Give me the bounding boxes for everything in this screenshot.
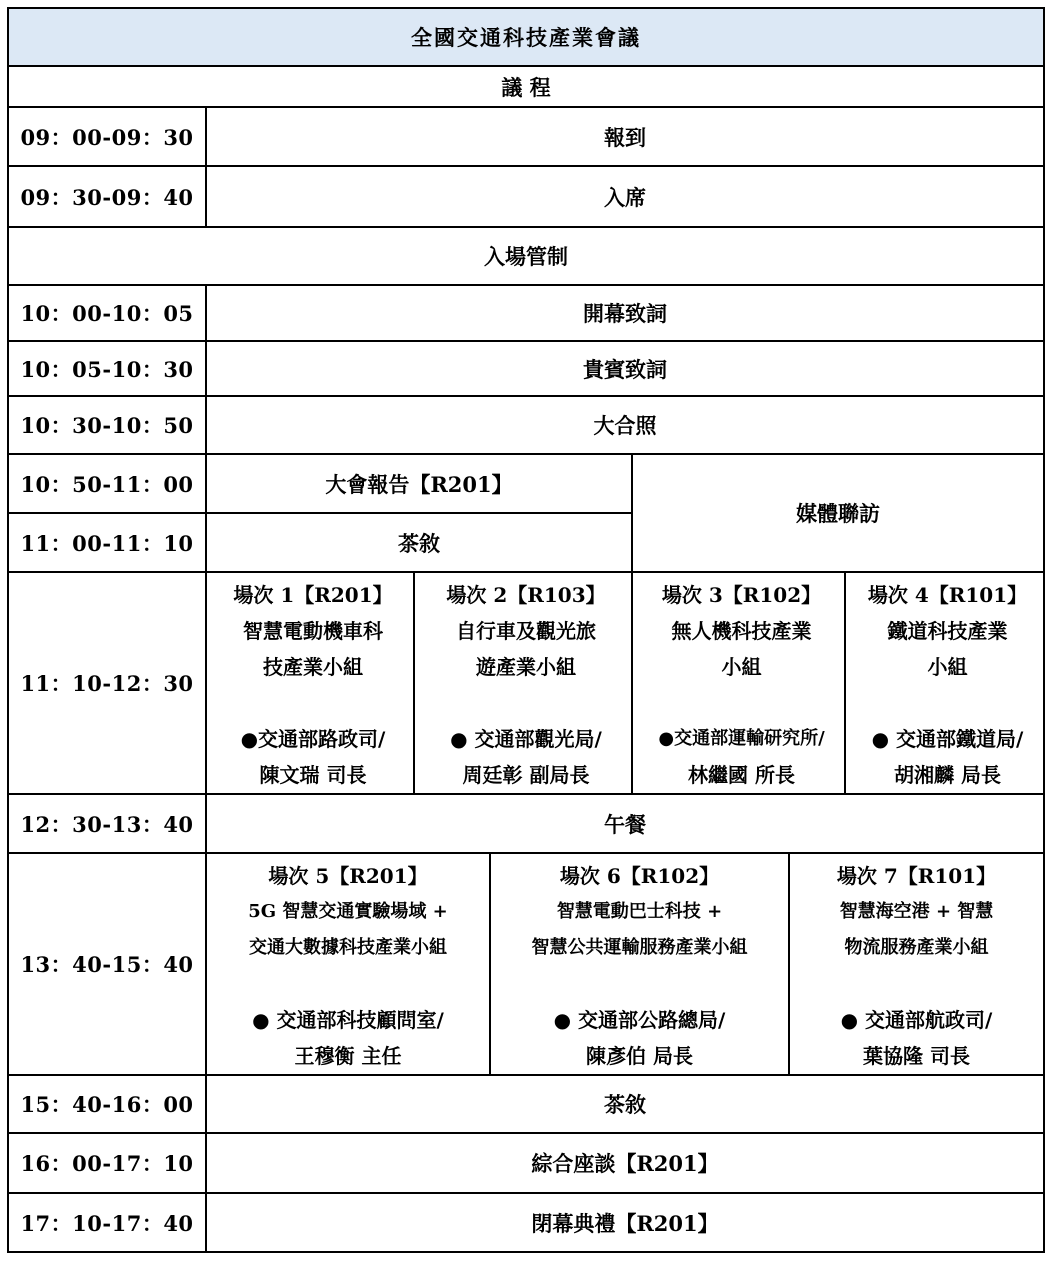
time-slot: 15：40-16：00	[8, 1075, 206, 1133]
event-cell: 大合照	[206, 396, 1044, 454]
event-cell: 閉幕典禮【R201】	[206, 1193, 1044, 1252]
event-cell: 茶敘	[206, 513, 632, 572]
time-slot: 13：40-15：40	[8, 853, 206, 1075]
time-slot: 11：10-12：30	[8, 572, 206, 794]
session-cell	[632, 572, 845, 794]
session-heading: 場次 6【R102】	[559, 864, 720, 888]
agenda-row	[8, 285, 1044, 341]
agenda-row	[8, 166, 1044, 227]
session-host-name: 陳文瑞 司長	[259, 763, 367, 787]
session-cell	[789, 853, 1044, 1075]
session-host: ● 交通部科技顧問室/	[252, 1008, 444, 1032]
session-name: 小組	[721, 655, 762, 679]
agenda-row	[8, 572, 1044, 794]
event-cell: 綜合座談【R201】	[206, 1133, 1044, 1193]
session-host-name: 胡湘麟 局長	[894, 763, 1001, 787]
session-host: ● 交通部鐵道局/	[871, 727, 1024, 751]
session-heading: 場次 5【R201】	[268, 864, 428, 888]
event-cell: 貴賓致詞	[206, 341, 1044, 396]
time-slot: 11：00-11：10	[8, 513, 206, 572]
agenda-row	[8, 341, 1044, 396]
session-cell	[206, 853, 490, 1075]
event-cell: 午餐	[206, 794, 1044, 853]
session-host-name: 葉協隆 司長	[863, 1044, 970, 1068]
session-heading: 場次 2【R103】	[446, 583, 606, 607]
agenda-row	[8, 1133, 1044, 1193]
session-name: 技產業小組	[263, 655, 363, 679]
session-name: 鐵道科技產業	[887, 619, 1008, 643]
session-name: 智慧公共運輸服務產業小組	[531, 937, 748, 958]
session-name: 智慧電動巴士科技 +	[556, 901, 723, 922]
session-name: 交通大數據科技產業小組	[249, 937, 447, 958]
session-host: ● 交通部航政司/	[840, 1008, 993, 1032]
event-cell: 茶敘	[206, 1075, 1044, 1133]
agenda-row	[8, 454, 1044, 513]
session-cell	[206, 572, 414, 794]
event-cell: 入席	[206, 166, 1044, 227]
session-name: 物流服務產業小組	[844, 937, 989, 958]
event-cell: 入場管制	[8, 227, 1044, 285]
session-name: 小組	[927, 655, 968, 679]
session-host: ● 交通部公路總局/	[553, 1008, 726, 1032]
session-heading: 場次 7【R101】	[836, 864, 997, 888]
time-slot: 17：10-17：40	[8, 1193, 206, 1252]
conference-title: 全國交通科技產業會議	[8, 8, 1044, 66]
agenda-table	[7, 7, 1045, 1253]
session-host-name: 周廷彰 副局長	[462, 763, 590, 787]
session-heading: 場次 3【R102】	[661, 583, 822, 607]
event-cell: 開幕致詞	[206, 285, 1044, 341]
media-interview-cell: 媒體聯訪	[632, 454, 1044, 572]
event-cell: 報到	[206, 107, 1044, 166]
session-host: ● 交通部觀光局/	[450, 727, 602, 751]
agenda-row	[8, 227, 1044, 285]
session-cell	[845, 572, 1044, 794]
agenda-label: 議 程	[8, 66, 1044, 107]
time-slot: 09：00-09：30	[8, 107, 206, 166]
agenda-row	[8, 1075, 1044, 1133]
session-heading: 場次 1【R201】	[233, 583, 393, 607]
agenda-row	[8, 794, 1044, 853]
time-slot: 16：00-17：10	[8, 1133, 206, 1193]
session-host-name: 陳彥伯 局長	[586, 1044, 693, 1068]
session-name: 無人機科技產業	[671, 619, 812, 643]
time-slot: 10：05-10：30	[8, 341, 206, 396]
session-host: ●交通部運輸研究所/	[658, 728, 825, 749]
session-cell	[414, 572, 632, 794]
session-name: 智慧海空港 + 智慧	[839, 901, 994, 922]
time-slot: 10：50-11：00	[8, 454, 206, 513]
time-slot: 12：30-13：40	[8, 794, 206, 853]
agenda-row	[8, 853, 1044, 1075]
agenda-row	[8, 107, 1044, 166]
session-host-name: 王穆衡 主任	[294, 1044, 402, 1068]
time-slot: 10：30-10：50	[8, 396, 206, 454]
session-cell	[490, 853, 789, 1075]
agenda-row	[8, 1193, 1044, 1252]
session-host-name: 林繼國 所長	[688, 763, 795, 787]
session-host: ●交通部路政司/	[240, 727, 386, 751]
session-name: 智慧電動機車科	[243, 619, 383, 643]
agenda-row	[8, 396, 1044, 454]
session-name: 5G 智慧交通實驗場域 +	[248, 901, 448, 922]
session-heading: 場次 4【R101】	[867, 583, 1028, 607]
event-cell: 大會報告【R201】	[206, 454, 632, 513]
session-name: 遊產業小組	[476, 655, 576, 679]
session-name: 自行車及觀光旅	[456, 619, 596, 643]
time-slot: 10：00-10：05	[8, 285, 206, 341]
time-slot: 09：30-09：40	[8, 166, 206, 227]
